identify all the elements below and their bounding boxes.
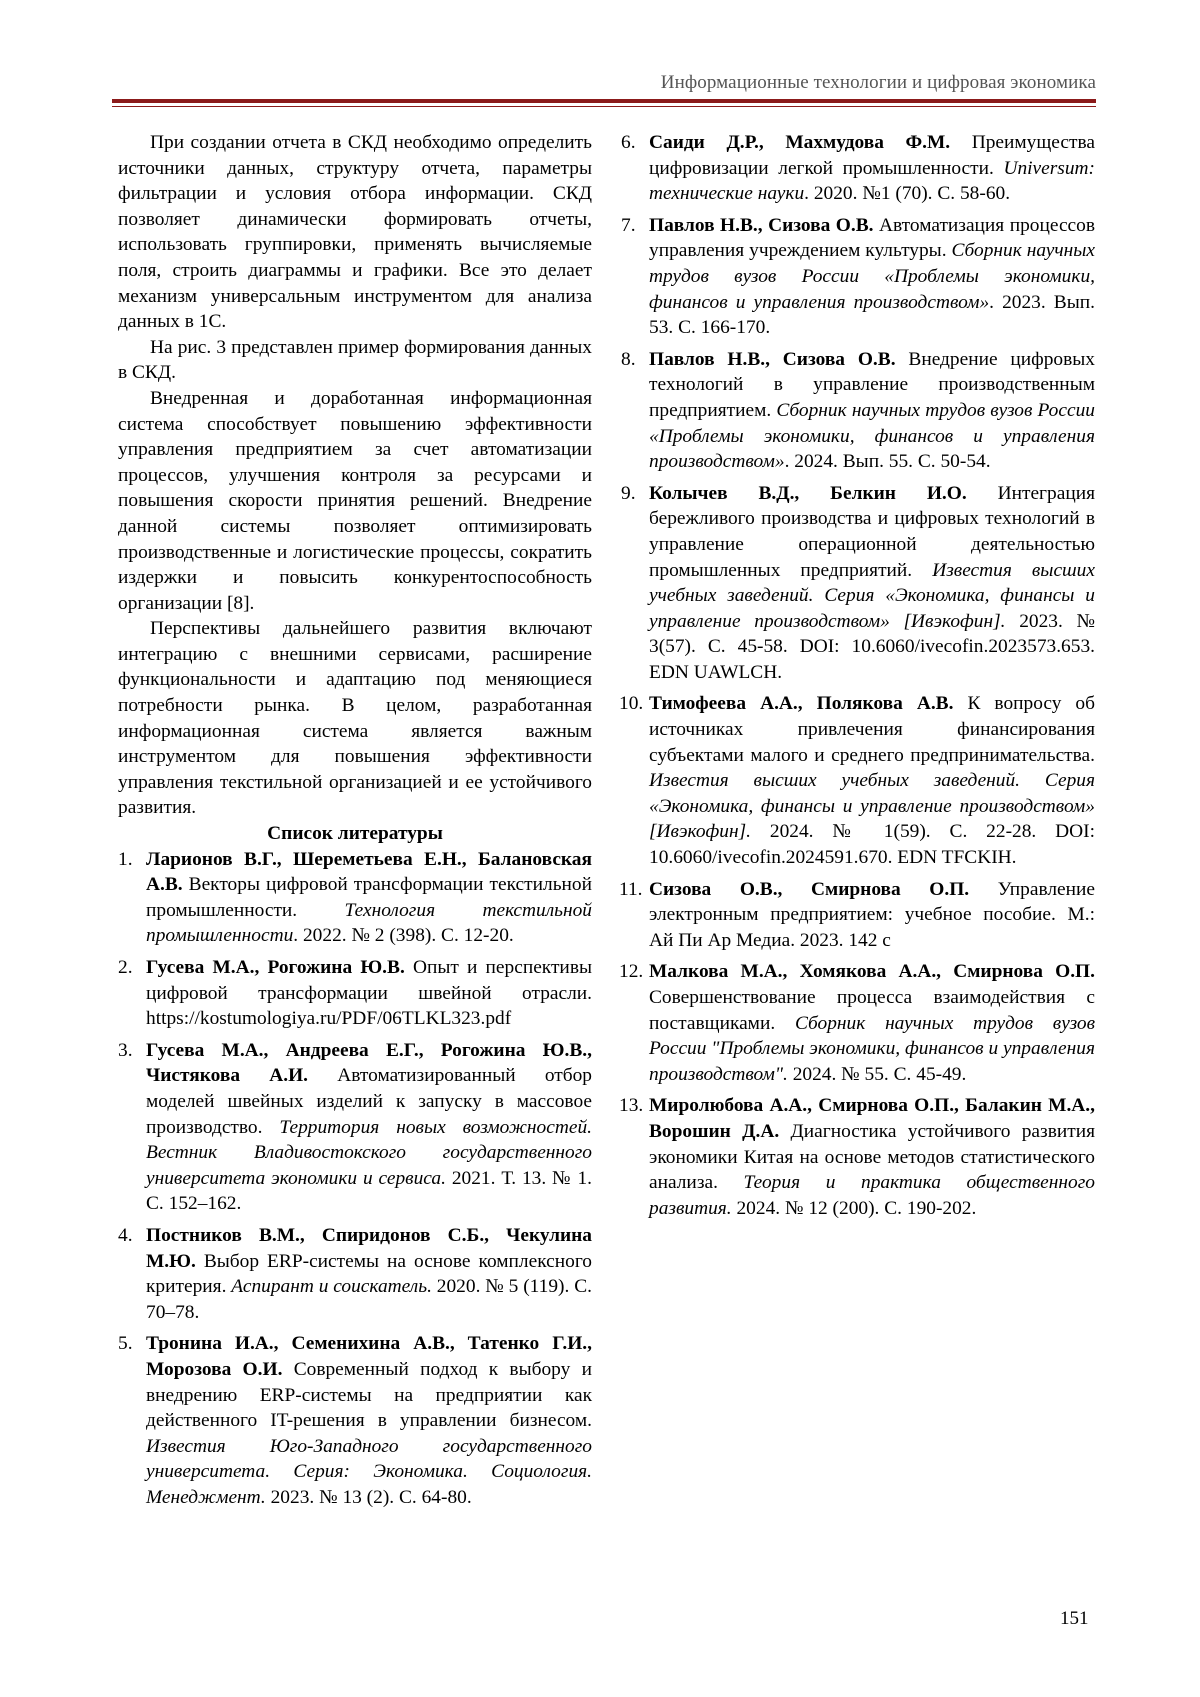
reference-title: Векторы цифровой трансформации текстильной промышленности. bbox=[146, 874, 592, 921]
reference-number: 10. bbox=[619, 693, 644, 715]
reference-source: Сборник научных трудов вузов России «Проблемы экономики, финансов и управления производством» bbox=[649, 240, 1095, 313]
reference-number: 13. bbox=[619, 1095, 644, 1117]
reference-title: Выбор ERP-системы на основе комплексного критерия. bbox=[146, 1250, 592, 1298]
reference-number: 8. bbox=[621, 348, 636, 370]
reference-source: Технология текстильной промышленности bbox=[146, 899, 593, 947]
reference-authors: Ларионов В.Г., Шереметьева Е.Н., Балановская А.В. bbox=[146, 848, 592, 896]
reference-details: 2023. № 3(57). С. 45-58. DOI: 10.6060/ivecofin.2023573.653. EDN UAWLCH. bbox=[649, 610, 1096, 683]
references-list bbox=[118, 847, 592, 1511]
reference-details: 2024. № 12 (200). С. 190-202. bbox=[731, 1197, 977, 1219]
reference-authors: Сизова О.В., Смирнова О.П. bbox=[649, 878, 970, 900]
reference-item bbox=[118, 955, 592, 1032]
reference-details: . 2022. № 2 (398). С. 12-20. bbox=[293, 925, 514, 947]
reference-item bbox=[621, 130, 1095, 207]
reference-source: Известия Юго-Западного государственного университета. Серия: Экономика. Социология. Менеджмент. bbox=[146, 1435, 592, 1508]
body-paragraph: Внедренная и доработанная информационная система способствует повышению эффективности управления предприятием за счет автоматизации процессов, улучшения контроля за ресурсами и повышения скорости принятия решений. Внедрение данной системы позволяет оптимизировать производственные и логистические процессы, сократить издержки и повысить конкурентоспособность организации [8]. bbox=[118, 387, 592, 614]
reference-item bbox=[118, 847, 592, 949]
reference-authors: Тронина И.А., Семенихина А.В., Татенко Г.И., Морозова О.И. bbox=[146, 1333, 592, 1380]
reference-title: К вопросу об источниках привлечения финансирования субъектами малого и среднего предпринимательства. bbox=[649, 693, 1095, 766]
reference-details: 2024. № 1(59). С. 22-28. DOI: 10.6060/ivecofin.2024591.670. EDN TFCKIH. bbox=[649, 821, 1095, 869]
reference-authors: Павлов Н.В., Сизова О.В. bbox=[649, 214, 874, 236]
left-column bbox=[118, 130, 592, 1516]
reference-source: Теория и практика общественного развития. bbox=[649, 1172, 1095, 1219]
reference-source: Известия высших учебных заведений. Серия «Экономика, финансы и управление производством» [Ивэкофин]. bbox=[649, 770, 1095, 843]
reference-number: 6. bbox=[621, 132, 636, 153]
reference-number: 1. bbox=[118, 848, 133, 870]
reference-item bbox=[621, 481, 1095, 686]
reference-details: . 2024. Вып. 55. С. 50-54. bbox=[784, 451, 991, 473]
reference-authors: Колычев В.Д., Белкин И.О. bbox=[649, 482, 967, 504]
reference-source: Сборник научных трудов вузов России «Проблемы экономики, финансов и управления производством» bbox=[649, 399, 1095, 473]
body-paragraph: Перспективы дальнейшего развития включают интеграцию с внешними сервисами, расширение функциональности и адаптацию под меняющиеся потребности рынка. В целом, разработанная информационная система является важным инструментом для повышения эффективности управления текстильной организацией и ее устойчивого развития. bbox=[118, 618, 592, 819]
header-rule-thick bbox=[112, 99, 1096, 103]
reference-number: 5. bbox=[118, 1333, 133, 1355]
reference-authors: Гусева М.А., Рогожина Ю.В. bbox=[146, 957, 405, 978]
page-number: 151 bbox=[1060, 1608, 1089, 1629]
reference-number: 7. bbox=[621, 214, 636, 236]
reference-number: 2. bbox=[118, 957, 133, 978]
reference-item bbox=[621, 691, 1095, 870]
reference-title: Современный подход к выбору и внедрению ERP-системы на предприятии как действенного IT-решения в управлении бизнесом. bbox=[146, 1358, 592, 1432]
reference-title: Внедрение цифровых технологий в управление производственным предприятием. bbox=[649, 348, 1095, 421]
reference-authors: Постников В.М., Спиридонов С.Б., Чекулина М.Ю. bbox=[146, 1224, 592, 1272]
reference-source: Аспирант и соискатель. bbox=[231, 1276, 432, 1298]
reference-authors: Тимофеева А.А., Полякова А.В. bbox=[649, 693, 954, 715]
reference-details: 2023. № 13 (2). С. 64-80. bbox=[265, 1486, 472, 1508]
reference-number: 9. bbox=[621, 482, 636, 504]
header-rule-thin bbox=[112, 106, 1096, 107]
reference-number: 12. bbox=[619, 961, 644, 983]
reference-details: 2024. № 55. С. 45-49. bbox=[787, 1063, 967, 1085]
reference-title: Диагностика устойчивого развития экономики Китая на основе методов статистического анализа. bbox=[649, 1120, 1095, 1194]
reference-item bbox=[118, 1331, 592, 1510]
references-list-continued bbox=[621, 130, 1095, 1221]
reference-authors: Павлов Н.В., Сизова О.В. bbox=[649, 348, 896, 370]
reference-details: . 2023. Вып. 53. С. 166-170. bbox=[649, 291, 1095, 339]
reference-source: Universum: технические науки bbox=[649, 157, 1095, 205]
running-header-title: Информационные технологии и цифровая экономика bbox=[660, 72, 1096, 93]
reference-authors: Малкова М.А., Хомякова А.А., Смирнова О.П. bbox=[649, 961, 1095, 983]
reference-item bbox=[621, 213, 1095, 341]
reference-source: Сборник научных трудов вузов России "Проблемы экономики, финансов и управления производством". bbox=[649, 1012, 1095, 1085]
reference-title: Преимущества цифровизации легкой промышленности. bbox=[649, 132, 1095, 179]
reference-details: 2020. № 5 (119). С. 70–78. bbox=[146, 1276, 592, 1323]
reference-title: Автоматизированный отбор моделей швейных изделий к запуску в массовое производство. bbox=[146, 1065, 592, 1138]
reference-authors: Миролюбова А.А., Смирнова О.П., Балакин М.А., Ворошин Д.А. bbox=[649, 1095, 1095, 1142]
reference-item bbox=[118, 1223, 592, 1325]
body-paragraph: На рис. 3 представлен пример формирования данных в СКД. bbox=[118, 336, 592, 384]
reference-authors: Гусева М.А., Андреева Е.Г., Рогожина Ю.В., Чистякова А.И. bbox=[146, 1039, 592, 1087]
reference-authors: Саиди Д.Р., Махмудова Ф.М. bbox=[649, 132, 951, 153]
reference-item bbox=[621, 959, 1095, 1087]
reference-item bbox=[621, 877, 1095, 954]
reference-title: Совершенствование процесса взаимодействия с поставщиками. bbox=[649, 987, 1095, 1034]
reference-number: 11. bbox=[619, 878, 643, 900]
reference-details: 2021. Т. 13. № 1. С. 152–162. bbox=[146, 1167, 592, 1215]
reference-title: Управление электронным предприятием: учебное пособие. М.: Ай Пи Ар Медиа. 2023. 142 с bbox=[649, 878, 1095, 951]
reference-number: 3. bbox=[118, 1039, 133, 1061]
reference-title: Интеграция бережливого производства и цифровых технологий в управление операционной деятельностью промышленных предприятий. bbox=[649, 482, 1095, 581]
right-column bbox=[621, 130, 1095, 1227]
reference-source: Территория новых возможностей. Вестник Владивостокского государственного университета экономики и сервиса. bbox=[146, 1116, 592, 1189]
body-paragraph: При создании отчета в СКД необходимо определить источники данных, структуру отчета, параметры фильтрации и условия отбора информации. СКД позволяет динамически формировать отчеты, использовать группировки, применять вычисляемые поля, строить диаграммы и графики. Все это делает механизм универсальным инструментом для анализа данных в 1С. bbox=[118, 132, 592, 333]
reference-details: . 2020. №1 (70). С. 58-60. bbox=[804, 183, 1011, 205]
reference-title: Автоматизация процессов управления учреждением культуры. bbox=[649, 214, 1096, 262]
reference-source: Известия высших учебных заведений. Серия «Экономика, финансы и управление производством» [Ивэкофин]. bbox=[649, 559, 1095, 632]
reference-number: 4. bbox=[118, 1224, 133, 1246]
reference-item bbox=[621, 1093, 1095, 1221]
reference-title: Опыт и перспективы цифровой трансформации швейной отрасли. https://kostumologiya.ru/PDF/06TLKL323.pdf bbox=[146, 957, 592, 1030]
reference-item bbox=[118, 1038, 592, 1217]
references-heading: Список литературы bbox=[267, 823, 443, 845]
reference-item bbox=[621, 347, 1095, 475]
